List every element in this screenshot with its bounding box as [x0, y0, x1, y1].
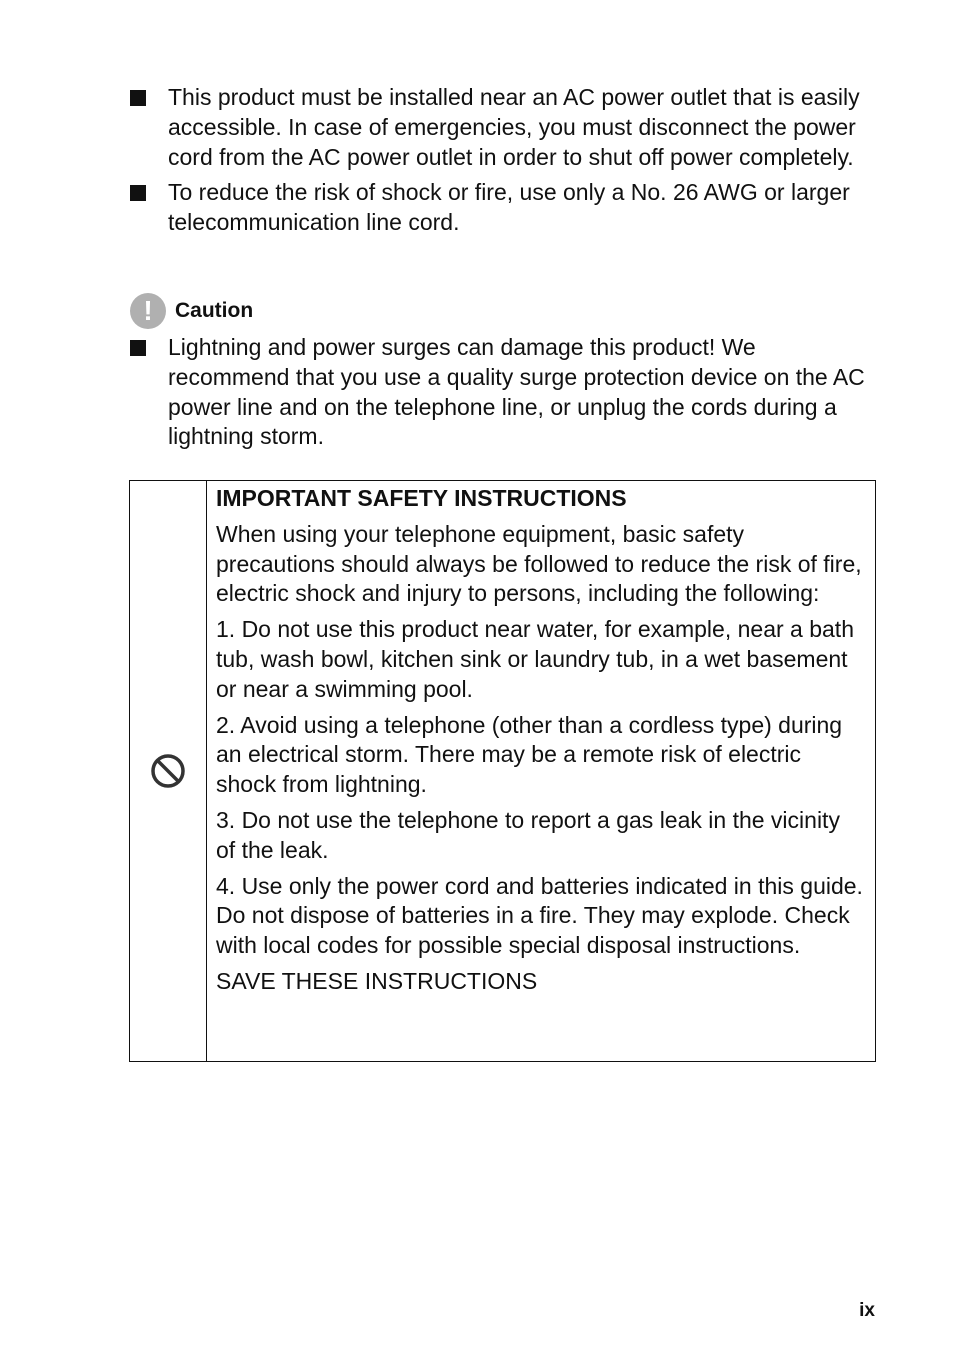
bullet-item — [130, 83, 875, 172]
safety-instructions-box — [129, 480, 876, 1062]
square-bullet-icon — [130, 90, 146, 106]
safety-heading: IMPORTANT SAFETY INSTRUCTIONS — [216, 485, 627, 511]
exclamation-icon: ! — [130, 293, 166, 329]
safety-item: 4. Use only the power cord and batteries indicated in this guide. Do not dispose of batteries in a fire. They may explode. Check with local codes for possible special disposal instructions. — [216, 872, 863, 959]
caution-heading — [130, 293, 253, 329]
safety-bullet-list — [130, 83, 875, 238]
prohibited-icon — [150, 753, 186, 789]
page-number: ix — [859, 1300, 875, 1321]
bullet-text: This product must be installed near an AC power outlet that is easily accessible. In case of emergencies, you must disconnect the power cord from the AC power outlet in order to shut off power completely. — [168, 84, 860, 170]
safety-item: 2. Avoid using a telephone (other than a cordless type) during an electrical storm. There may be a remote risk of electric shock from lightning. — [216, 711, 843, 798]
safety-item: 1. Do not use this product near water, for example, near a bath tub, wash bowl, kitchen sink or laundry tub, in a wet basement or near a swimming pool. — [216, 616, 854, 702]
bullet-text: To reduce the risk of shock or fire, use only a No. 26 AWG or larger telecommunication line cord. — [168, 179, 850, 236]
caution-label: Caution — [175, 299, 254, 322]
square-bullet-icon — [130, 185, 146, 201]
caution-bullet-list — [130, 333, 875, 452]
safety-item: 3. Do not use the telephone to report a gas leak in the vicinity of the leak. — [216, 806, 840, 863]
bullet-text: Lightning and power surges can damage this product! We recommend that you use a quality surge protection device on the AC power line and on the telephone line, or unplug the cords during a lightning storm. — [168, 334, 865, 450]
safety-text-cell — [207, 481, 875, 1061]
bullet-item — [130, 333, 875, 452]
safety-intro: When using your telephone equipment, basic safety precautions should always be followed to reduce the risk of fire, electric shock and injury to persons, including the following: — [216, 520, 862, 607]
safety-footer: SAVE THESE INSTRUCTIONS — [216, 967, 538, 994]
square-bullet-icon — [130, 340, 146, 356]
bullet-item — [130, 178, 875, 238]
safety-icon-cell — [130, 481, 207, 1061]
